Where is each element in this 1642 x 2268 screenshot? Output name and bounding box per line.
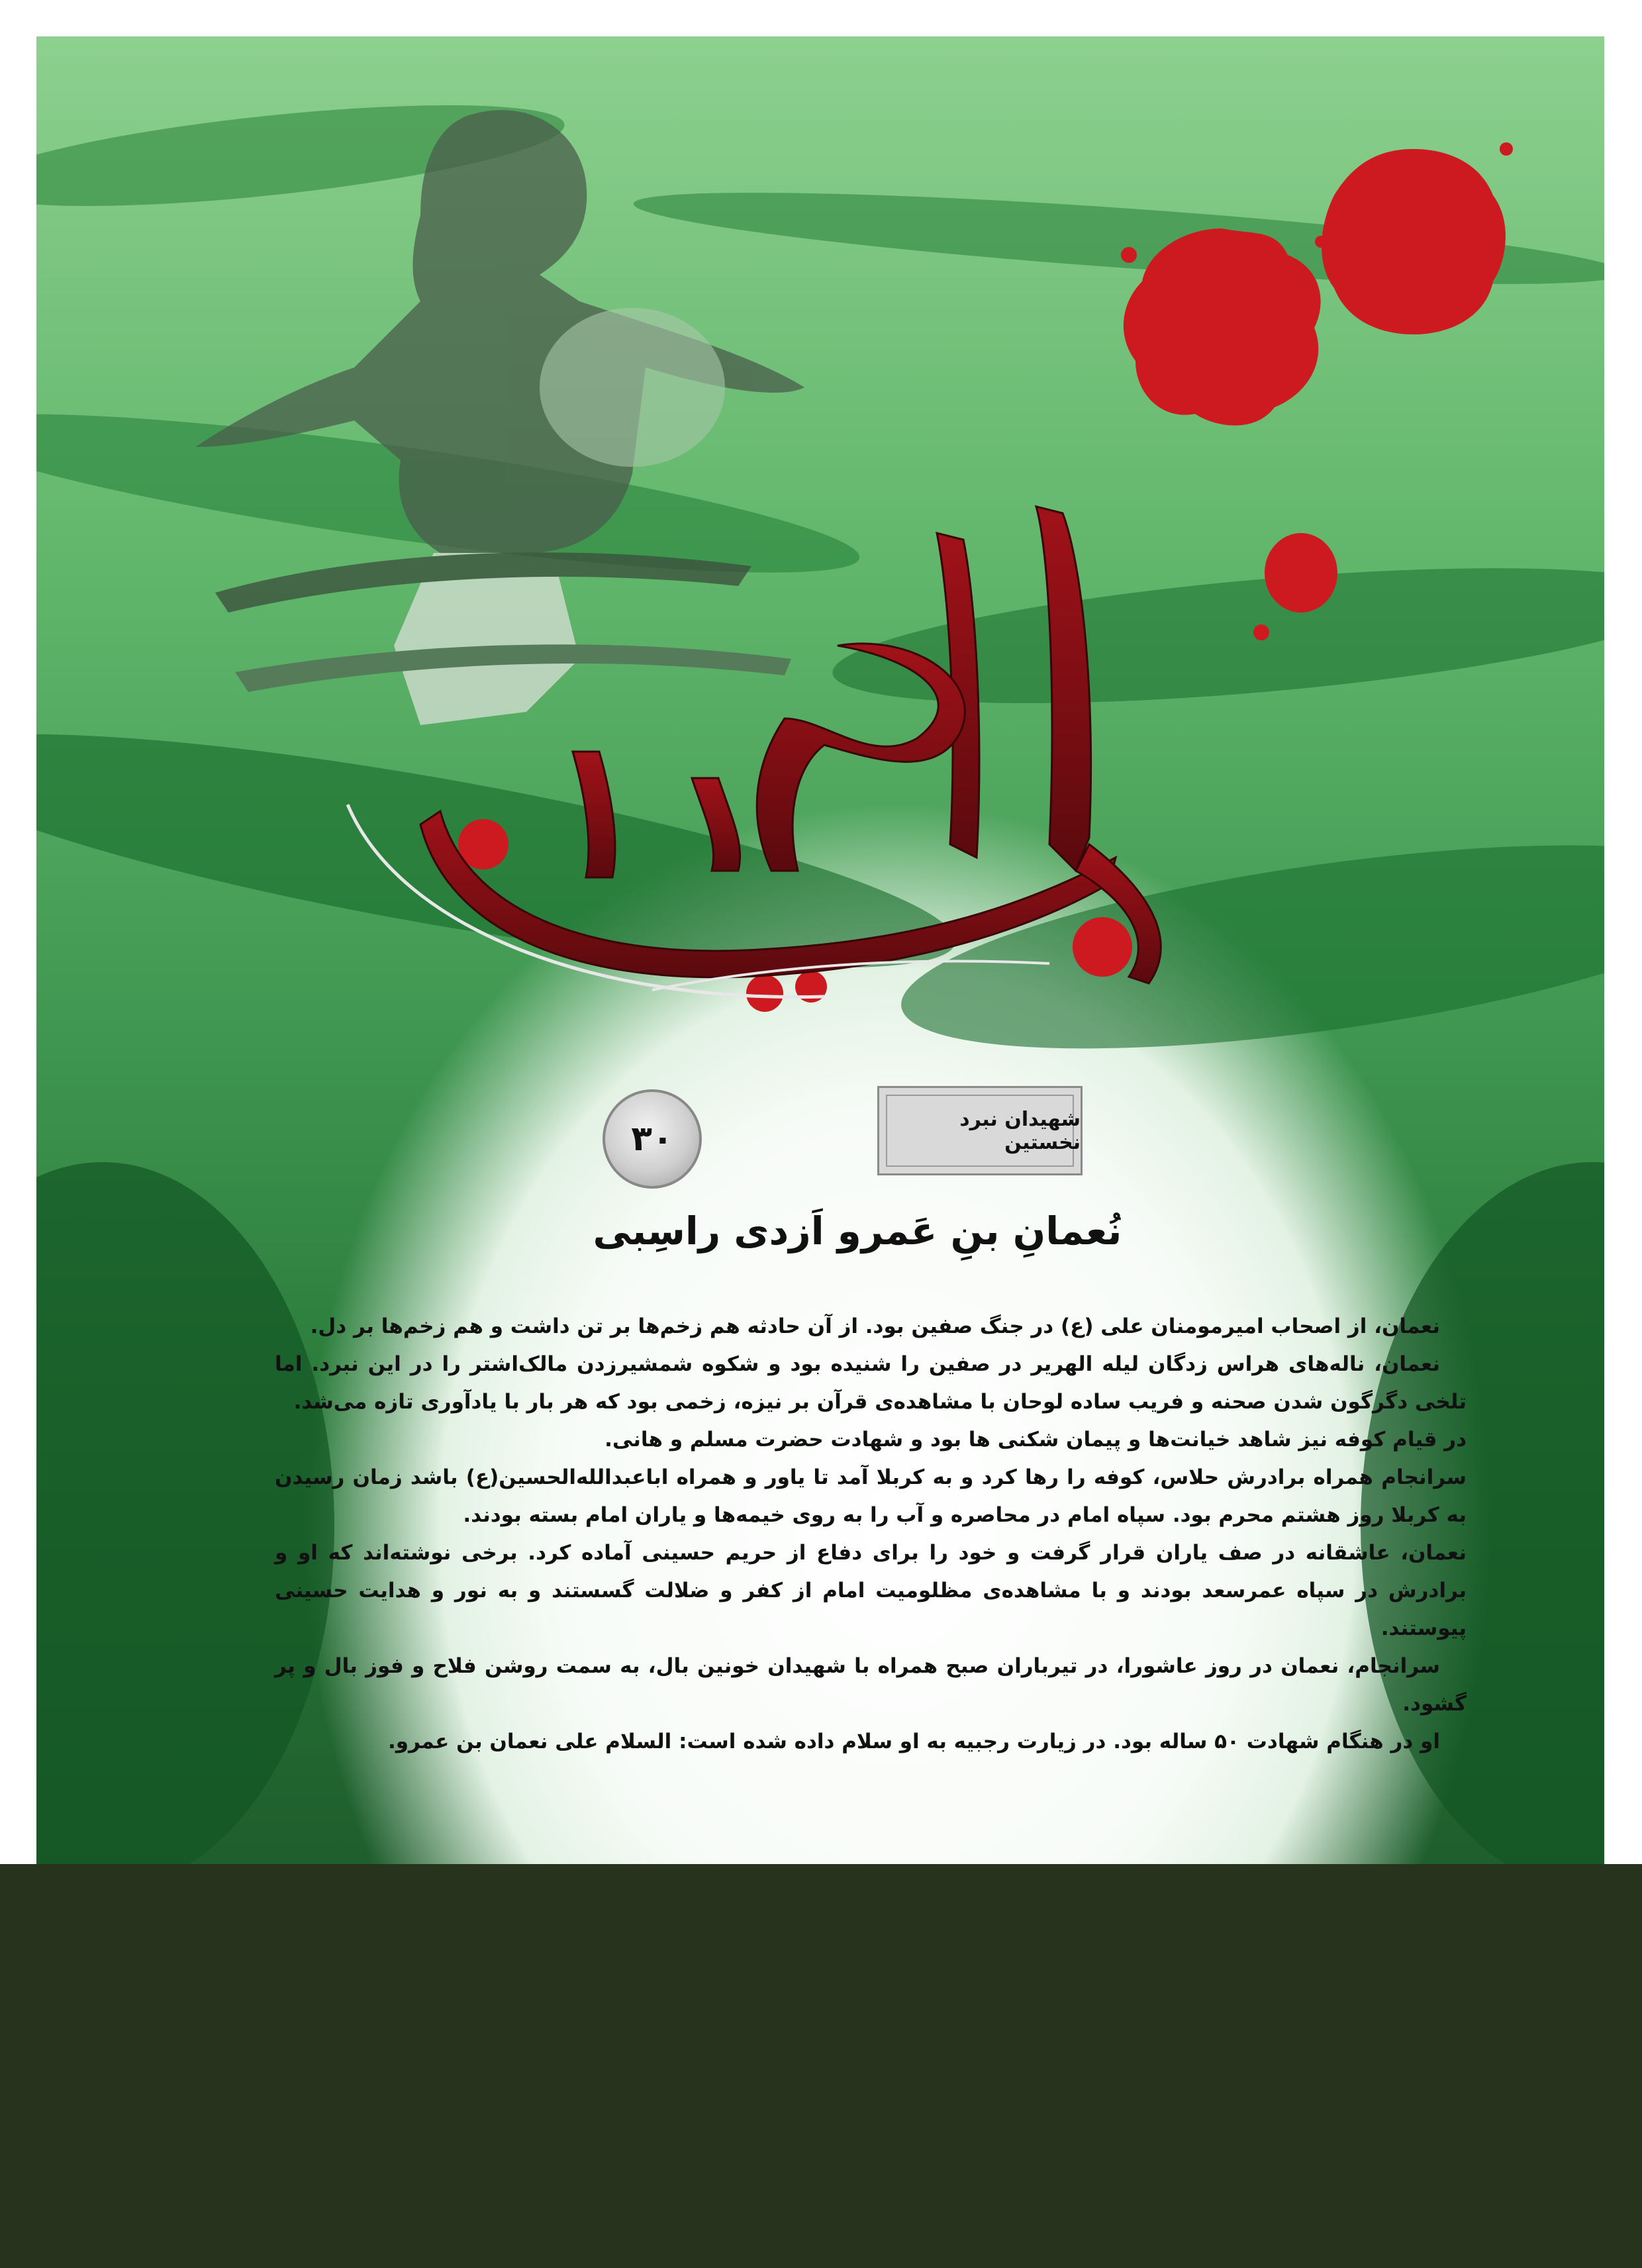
paragraph: سرانجام همراه برادرش حلاس، کوفه را رها کرد و به کربلا آمد تا یاور و همراه اباعبدالله‌الحسین(ع) باشد زمان رسیدن به کربلا روز هشتم محرم بود. سپاه امام در محاصره و آب را به روی خیمه‌ها و یاران امام بسته بودند. xyxy=(275,1465,1467,1527)
blood-splatter-illustration xyxy=(1109,215,1334,440)
entry-number: ۳۰ xyxy=(631,1119,673,1159)
bottom-band xyxy=(0,1864,1642,2268)
paragraph: سرانجام، نعمان در روز عاشورا، در تیرباران صبح همراه با شهیدان خونین بال، به سمت روشن فلاح و فوز بال و پر گشود. xyxy=(275,1654,1467,1716)
section-badge xyxy=(877,1086,1083,1175)
badge-label: شهیدان نبرد نخستین xyxy=(959,1107,1081,1154)
title-calligraphy-illustration xyxy=(321,500,1235,1043)
body-text xyxy=(275,1308,1467,1761)
page-title: نُعمانِ بنِ عَمرو اَزدی راسِبی xyxy=(593,1208,1122,1254)
blood-drop-illustration xyxy=(1248,526,1347,659)
paragraph: نعمان، عاشقانه در صف یاران قرار گرفت و خود را برای دفاع از حریم حسینی آماده کرد. برخی نوشته‌اند که او و برادرش در سپاه عمرسعد بودند و با مشاهده‌ی مظلومیت امام از کفر و ضلالت گسستند و به نور و هدایت حسینی پیوستند. xyxy=(275,1541,1467,1640)
paragraph: در قیام کوفه نیز شاهد خیانت‌ها و پیمان شکنی ها بود و شهادت حضرت مسلم و هانی. xyxy=(604,1428,1467,1452)
number-medal xyxy=(603,1089,702,1189)
paragraph: نعمان، ناله‌های هراس زدگان لیله الهریر در صفین را شنیده بود و شکوه شمشیرزدن مالک‌اشتر را در این نبرد. اما تلخی دگرگون شدن صحنه و فریب ساده لوحان با مشاهده‌ی قرآن بر نیزه، زخمی بود که هر بار با یادآوری تازه می‌شد. xyxy=(275,1352,1467,1414)
blood-splatter-illustration xyxy=(1308,136,1520,348)
paragraph: نعمان، از اصحاب امیرمومنان علی (ع) در جنگ صفین بود. از آن حادثه هم زخم‌ها بر تن داشت و هم زخم‌ها بر دل. xyxy=(310,1314,1440,1338)
paragraph: او در هنگام شهادت ۵۰ ساله بود. در زیارت رجبیه به او سلام داده شده است: السلام علی نعمان بن عمرو. xyxy=(388,1730,1440,1753)
poster xyxy=(36,36,1604,1864)
